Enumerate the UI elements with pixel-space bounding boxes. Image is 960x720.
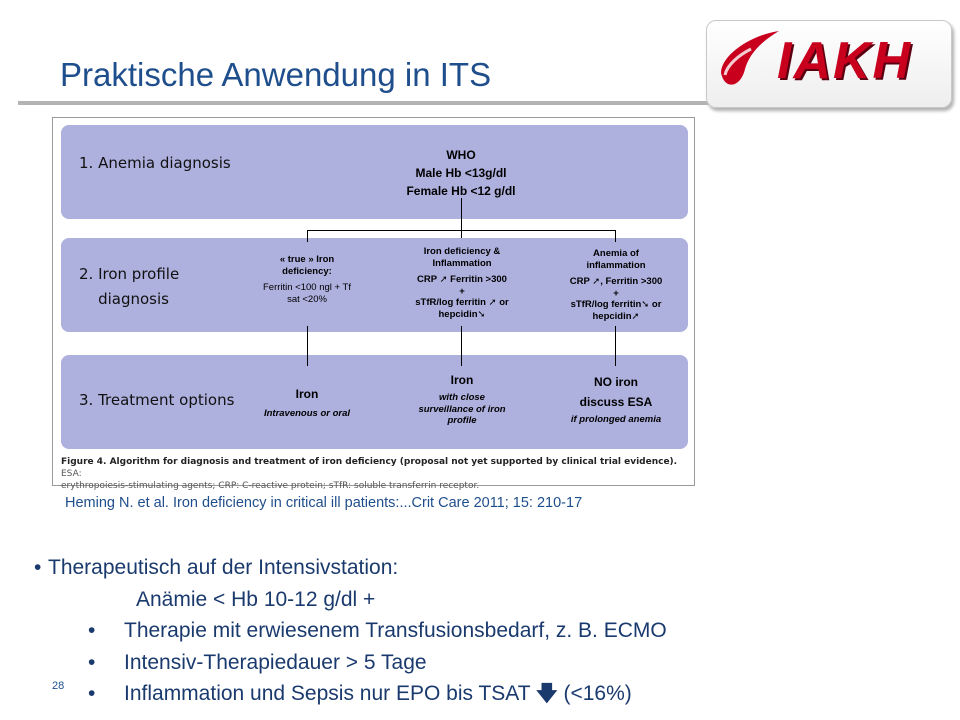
anemia-inflam-l4: hepcidin➚ (592, 310, 640, 322)
iron-inflam-l1: CRP ➚ Ferritin >300 (417, 274, 507, 285)
true-iron-body1: Ferritin <100 ngl + Tf (262, 282, 351, 293)
iron-inflam-l4: hepcidin➘ (438, 308, 486, 320)
anemia-inflam-l3: sTfR/log ferritin➘ or (570, 299, 662, 310)
iron-inflam-l3: sTfR/log ferritin ➚ or (415, 297, 509, 308)
step-anemia-diagnosis: 1. Anemia diagnosis (79, 154, 231, 172)
iron-inflam-head2: Inflammation (432, 257, 492, 269)
slide-title: Praktische Anwendung in ITS (60, 56, 492, 93)
treatment-iron-surv-sub2: surveillance of iron (418, 403, 506, 415)
connector-iron-inflam-treatment (461, 326, 462, 366)
caption-bold: Figure 4. Algorithm for diagnosis and treatment of iron deficiency (proposal not yet supported by clinical trial evidence). (61, 457, 678, 467)
bullet-item-sepsis-text: Inflammation und Sepsis nur EPO bis TSAT (124, 682, 531, 705)
treatment-no-iron-title2: discuss ESA (579, 395, 653, 409)
true-iron-head1: « true » Iron (279, 254, 335, 265)
treatment-iron-surv-title: Iron (450, 373, 474, 387)
connector-true-iron-treatment (307, 326, 308, 366)
anemia-of-inflammation (553, 248, 679, 322)
treatment-no-iron-title1: NO iron (594, 375, 638, 389)
connector-right-down (615, 230, 616, 242)
who-line1: WHO (446, 148, 476, 162)
true-iron-body2: sat <20% (287, 293, 327, 305)
treatment-iron-surveillance (401, 372, 523, 427)
caption-rest1: ESA: (61, 469, 82, 479)
figure-caption (61, 456, 688, 492)
treatment-iron-iv-sub: Intravenous or oral (263, 408, 351, 419)
treatment-iron-iv-title: Iron (295, 387, 319, 401)
treatment-no-iron (553, 374, 679, 426)
bullet-item-ecmo: • Therapie mit erwiesenem Transfusionsbedarf, z. B. ECMO (40, 615, 667, 647)
bullet-main: • Therapeutisch auf der Intensivstation: (40, 552, 667, 584)
who-line2: Male Hb <13g/dl (415, 166, 507, 180)
reference-citation: Heming N. et al. Iron deficiency in critical ill patients:...Crit Care 2011; 15: 210-17 (65, 495, 583, 511)
true-iron-head2: deficiency: (282, 265, 332, 277)
step-treatment-options: 3. Treatment options (79, 391, 235, 409)
connector-anemia-inflam-treatment (615, 326, 616, 366)
treatment-iron-surv-sub1: with close (439, 392, 485, 403)
true-iron-deficiency (247, 254, 367, 305)
bullet-item-sepsis (40, 678, 667, 710)
connector-horizontal (307, 230, 615, 231)
algorithm-figure (52, 117, 695, 491)
iron-deficiency-inflammation (401, 246, 523, 320)
logo-text: IAKH (777, 32, 913, 90)
step-iron-profile: 2. Iron profile diagnosis (79, 265, 180, 308)
anemia-inflam-head2: inflammation (586, 259, 646, 271)
bullet-indent: Anämie < Hb 10-12 g/dl + (136, 587, 376, 611)
iron-inflam-head1: Iron deficiency & (423, 246, 501, 257)
tsat-value: (<16%) (557, 682, 632, 705)
bullet-list (40, 552, 667, 710)
page-number: 28 (52, 680, 65, 692)
arrow-down-icon: 🡇 (536, 682, 558, 705)
anemia-inflam-l1: CRP ➚, Ferritin >300 (569, 276, 663, 287)
bullet-item-duration: • Intensiv-Therapiedauer > 5 Tage (40, 647, 667, 679)
who-line3: Female Hb <12 g/dl (406, 184, 516, 198)
anemia-inflam-head1: Anemia of (593, 248, 639, 259)
treatment-iron-iv (247, 386, 367, 420)
connector-left-down (307, 230, 308, 242)
treatment-iron-surv-sub3: profile (447, 415, 477, 426)
iakh-logo (706, 20, 952, 108)
iron-inflam-l2: + (459, 285, 465, 297)
connector-who-down (461, 198, 462, 238)
treatment-no-iron-sub: if prolonged anemia (570, 414, 662, 425)
anemia-inflam-l2: + (613, 287, 619, 299)
caption-rest2: erythropoiesis-stimulating agents; CRP: C-reactive protein; sTfR: soluble transferrin receptor. (61, 481, 480, 491)
who-criteria (371, 146, 551, 200)
